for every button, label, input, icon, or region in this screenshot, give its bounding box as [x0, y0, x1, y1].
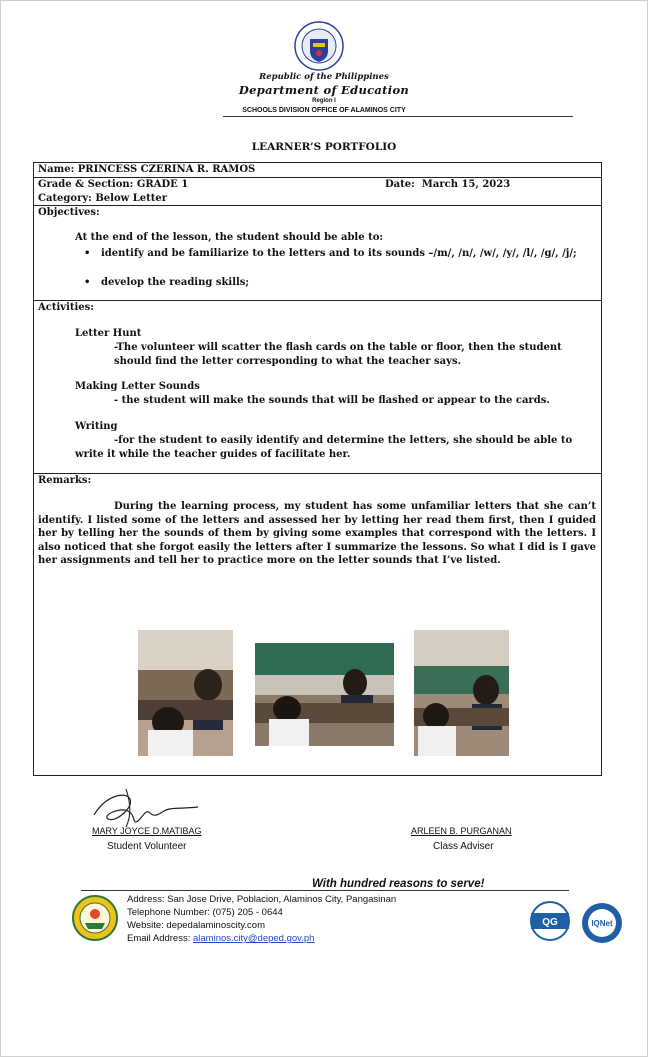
activity-photo — [255, 643, 394, 746]
name-label: Name: — [38, 164, 75, 175]
certification-logo-icon — [525, 900, 575, 942]
footer-divider — [81, 890, 569, 891]
objective-item: • identify and be familiarize to the letters and to its sounds –/m/, /n/, /w/, /y/, /l/, /g/, /j/; — [101, 247, 593, 261]
volunteer-name: MARY JOYCE D.MATIBAG — [92, 826, 202, 836]
grade-row — [34, 178, 601, 192]
date-value: March 15, 2023 — [421, 179, 511, 190]
date-label: Date: — [385, 179, 415, 190]
remarks-section — [34, 474, 601, 775]
name-row — [34, 163, 601, 178]
objectives-label: Objectives: — [38, 207, 100, 218]
activity-photo — [138, 630, 233, 756]
grade-label: Grade & Section: — [38, 179, 134, 190]
objective-item: • develop the reading skills; — [101, 276, 593, 290]
activity-desc: - the student will make the sounds that will be flashed or appear to the cards. — [114, 395, 550, 406]
learner-name: PRINCESS CZERINA R. RAMOS — [77, 164, 256, 175]
footer-email-line — [127, 933, 314, 946]
volunteer-role: Student Volunteer — [107, 841, 187, 852]
page-title: LEARNER’S PORTFOLIO — [251, 141, 397, 153]
footer-website: Website: depedalaminoscity.com — [127, 920, 265, 931]
activity-title: Letter Hunt — [75, 328, 142, 339]
category-row — [34, 192, 601, 206]
adviser-name: ARLEEN B. PURGANAN — [411, 826, 512, 836]
portfolio-table — [33, 162, 602, 776]
category-value: Below Letter — [95, 193, 167, 204]
remarks-label: Remarks: — [38, 475, 92, 486]
category-label: Category: — [38, 193, 92, 204]
grade-value: GRADE 1 — [136, 179, 189, 190]
header-divider — [223, 116, 573, 117]
iqnet-logo-icon — [580, 901, 624, 945]
activities-section — [34, 301, 601, 474]
activities-label: Activities: — [38, 302, 94, 313]
remarks-text: During the learning process, my student has some unfamiliar letters that she can’t identify. I listed some of the letters and assessed her by letting her read them first, then I guided her by telling her the sounds of them by giving some examples that correspond with the letters. I also noticed that she forgot easily the letters after I summarize the lessons. So what I did is I gave her assignments and tell her to practice more on the letter sounds that I’ve listed. — [38, 501, 596, 566]
motto: With hundred reasons to serve! — [312, 878, 485, 890]
activity-desc: -for the student to easily identify and determine the letters, she should be able to write it while the teacher guides of facilitate her. — [75, 435, 573, 460]
email-label: Email Address: — [127, 933, 193, 944]
adviser-role: Class Adviser — [433, 841, 494, 852]
objectives-section — [34, 206, 601, 301]
division-text: SCHOOLS DIVISION OFFICE OF ALAMINOS CITY — [242, 107, 406, 114]
email-link[interactable]: alaminos.city@deped.gov.ph — [193, 933, 315, 944]
signature-icon — [86, 785, 206, 830]
republic-text: Republic of the Philippines — [259, 72, 389, 82]
footer-telephone: Telephone Number: (075) 205 - 0644 — [127, 907, 283, 918]
footer-address: Address: San Jose Drive, Poblacion, Alaminos City, Pangasinan — [127, 894, 397, 905]
department-text: Department of Education — [238, 83, 410, 97]
region-text: Region I — [312, 98, 336, 104]
activity-title: Writing — [75, 421, 118, 432]
activity-photo — [414, 630, 509, 756]
deped-seal-icon — [294, 21, 344, 71]
svg-text:IQNet: IQNet — [591, 919, 613, 928]
activity-desc: -The volunteer will scatter the flash cards on the table or floor, then the student should find the letter corresponding to what the teacher says. — [114, 342, 562, 367]
objectives-intro: At the end of the lesson, the student should be able to: — [75, 232, 384, 243]
svg-text:QG: QG — [542, 917, 558, 928]
activity-title: Making Letter Sounds — [75, 381, 200, 392]
division-logo-icon — [72, 895, 118, 941]
